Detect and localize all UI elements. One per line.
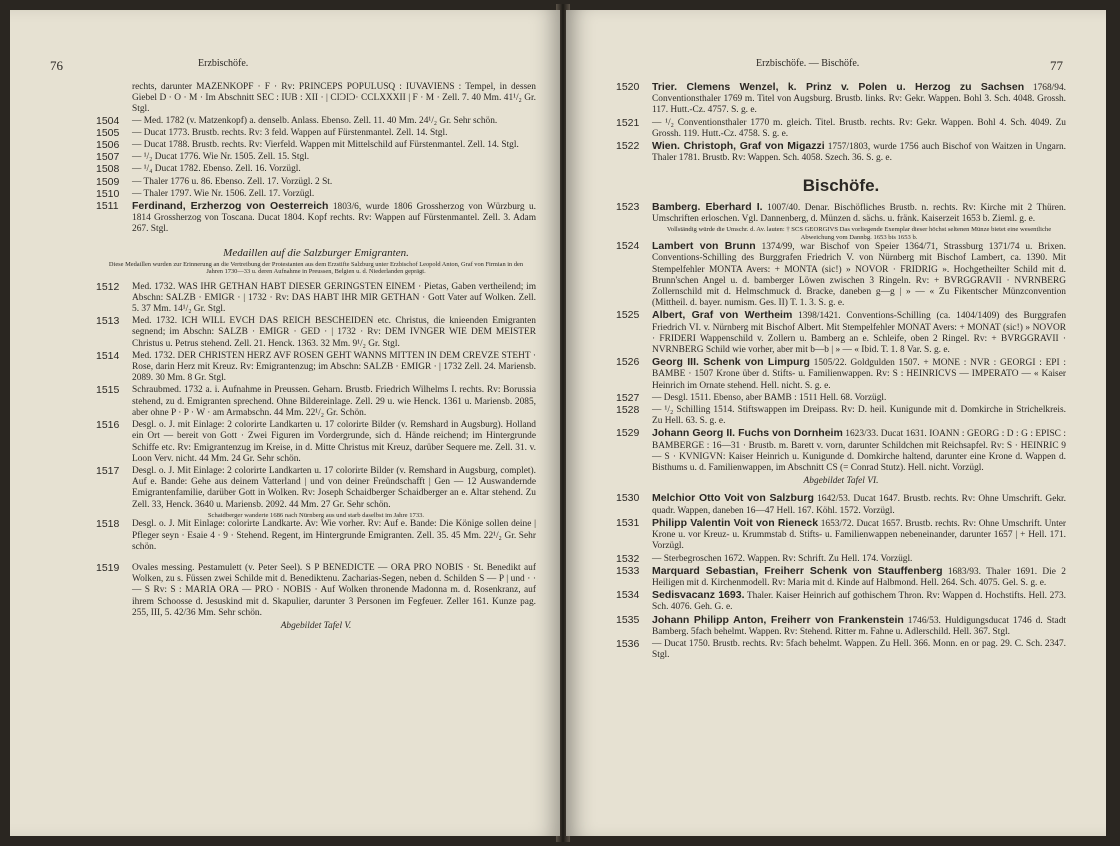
entry-number: 1535 — [616, 613, 640, 626]
entry-text: — Ducat 1750. Brustb. rechts. Rv: 5fach behelmt. Wappen. Zu Hell. 366. Monn. en or pag. 29. C. Sch. 2347. Stgl. — [652, 638, 1066, 661]
catalog-entry — [96, 420, 536, 465]
entry-number: 1515 — [96, 384, 120, 397]
catalog-entry — [96, 385, 536, 419]
entry-text: Desgl. o. J. Mit Einlage: 2 colorirte Landkarten u. 17 colorirte Bilder (v. Remshard in Augsburg, complet). Auf e. Bande: Gehe aus deinem Vatterland | und von deiner Freündschafft | Gen — 12 Auswandernde Emigrantenfamilie, darüber Gott in Wolken. Rv: Joseph Schaidberger Schaidberger an e. Altar stehend. Zu Zell. 33, Henck. 3640 u. Mariensb. 2092. 44 Mm. 27 Gr. Sehr schön. — [132, 465, 536, 510]
entries-group-a — [96, 116, 536, 200]
schaidberger-note: Schaidberger wanderte 1686 nach Nürnberg aus und starb daselbst im Jahre 1733. — [207, 511, 425, 519]
catalog-entry — [616, 241, 1066, 309]
entry-heading: Johann Georg II. Fuchs von Dornheim — [652, 427, 843, 440]
entry-heading: Bamberg. Eberhard I. — [652, 200, 763, 213]
entry-text: Thaler. Kaiser Heinrich auf gothischem Thron. Rv: Wappen d. Hochstifts. Hell. 273. Sch. 4076. Geh. G. e. — [652, 591, 1066, 613]
catalog-entry — [96, 351, 536, 385]
medal-section-note: Diese Medaillen wurden zur Erinnerung an die Vertreibung der Protestanten aus dem Erzstifte Salzburg unter Erzbischof Leopold Anton, Graf von Firmian in den Jahren 1730—33 u. deren Aufnahme in Preussen, Belgien u. d. Niederlanden geprägt. — [108, 260, 524, 276]
catalog-entry — [96, 316, 536, 350]
entry-number: 1527 — [616, 391, 640, 404]
entry-number: 1532 — [616, 552, 640, 565]
entry-number: 1530 — [616, 492, 640, 505]
entry-number: 1533 — [616, 564, 640, 577]
book-spread — [4, 4, 1116, 842]
entry-text: — Med. 1782 (v. Matzenkopf) a. denselb. Anlass. Ebenso. Zell. 11. 40 Mm. 24¹/₂ Gr. Sehr schön. — [132, 115, 498, 126]
catalog-entry — [96, 116, 536, 127]
catalog-entry — [96, 466, 536, 511]
entry-text: — Thaler 1776 u. 86. Ebenso. Zell. 17. Vorzügl. 2 St. — [132, 176, 333, 187]
entry-number: 1510 — [96, 187, 120, 200]
catalog-entry — [96, 128, 536, 139]
catalog-entry — [616, 590, 1066, 613]
entry-text: — Desgl. 1511. Ebenso, aber BAMB : 1511 Hell. 68. Vorzügl. — [652, 392, 887, 403]
catalog-entry — [96, 189, 536, 200]
right-page-content — [616, 82, 1066, 662]
entry-text: Ovales messing. Pestamulett (v. Peter Seel). S P BENEDICTE — ORA PRO NOBIS · St. Benedikt auf Wolken, zu s. Füssen zwei Schilde mit d. Benediktenu. Zacharias-Segen, neben d. Schilden S — P | und · · — S Rv: S : MARIA ORA — PRO · NOBIS · Auf Wolken thronende Madonna m. d. Rosenkranz, auf ihrem Schoosse d. Jesuskind mit d. Skapulier, darunter 3 Personen im Fegfeuer. Zeller 161. Kunze pag. 255, III, 5. 42/36 Mm. Sehr schön. — [132, 562, 536, 618]
entry-text: 1683/93. Thaler 1691. Die 2 Heiligen mit d. Kirchenmodell. Rv: Maria mit d. Kinde auf Halbmond. Hell. 264. Sch. 4075. Gel. S. g. e. — [652, 566, 1066, 588]
catalog-entry — [96, 282, 536, 316]
left-page-number: 76 — [50, 58, 63, 73]
entry-text: Med. 1732. ICH WILL EVCH DAS REICH BESCHEIDEN etc. Christus, die knieenden Emigranten segnend; im Abschn: SALZB · EMIGR · GED · | 1732 · Rv: DEM IVNGER WIE DEM MEISTER Christus u. Petrus stehend. Zell. 21. Henck. 1363. 32 Mm. 9¹/₂ Gr. Stgl. — [132, 316, 536, 349]
entry-text: — ¹/₂ Schilling 1514. Stiftswappen im Dreipass. Rv: D. heil. Kunigunde mit d. Domkirche in Strichelkreis. Zu Hell. 63. S. g. e. — [652, 405, 1066, 427]
entry-heading: Georg III. Schenk von Limpurg — [652, 356, 810, 369]
entry-number: 1511 — [96, 200, 119, 213]
entry-number: 1524 — [616, 240, 640, 253]
entry-number: 1531 — [616, 516, 640, 529]
entry-number: 1526 — [616, 356, 640, 369]
entries-group-c — [96, 519, 536, 553]
left-running-head: Erzbischöfe. — [198, 58, 249, 69]
entry-text: 1768/94. Conventionsthaler 1769 m. Titel von Augsburg. Brustb. links. Rv: Gekr. Wappen. Bohl 3. Sch. 4048. Grossh. 117. Hutt.-Cz. 4757. S. g. e. — [652, 83, 1066, 116]
catalog-entry — [616, 566, 1066, 589]
catalog-entry — [616, 554, 1066, 565]
left-page-content — [96, 82, 536, 638]
entry-text: Desgl. o. J. mit Einlage: 2 colorirte Landkarten u. 17 colorirte Bilder (v. Remshard in Augsburg). Holland ein Ort — bereit von Gott · Zwei Figuren im Vordergrunde, sich d. Hände reichend; im Hintergrunde Schiffe etc. Rv: Emigrantenzug im Kreise, in d. Mitte Christus mit Kreuz, darüber Sequere me. Zell. 31. v. Loon Verv. nicht. 44 Mm. 24 Gr. Sehr schön. — [132, 420, 536, 464]
catalog-entry — [96, 563, 536, 619]
entry-heading: Philipp Valentin Voit von Rieneck — [652, 516, 819, 529]
entry-number: 1528 — [616, 404, 640, 417]
catalog-entry — [616, 310, 1066, 356]
entries-group-bottom — [616, 493, 1066, 661]
entry-heading: Lambert von Brunn — [652, 240, 756, 253]
plate-reference: Abgebildet Tafel V. — [280, 620, 352, 631]
entry-text: Schraubmed. 1732 a. i. Aufnahme in Preussen. Geharn. Brustb. Friedrich Wilhelms I. rechts. Rv: Borussia stehend, zu d. Emigranten sprechend. Ohne Bildereinlage. Zell. 29 u. wie Henck. 1361 u. Mariensb. 2085, aber ohne P · P · W · am Armabschn. 44 Mm. 22¹/₂ Gr. Schön. — [132, 385, 536, 418]
entry-number: 1514 — [96, 349, 120, 362]
entry-text: 1746/53. Huldigungsducat 1746 d. Stadt Bamberg. 5fach behelmt. Wappen. Rv: Stehend. Ritter m. Fahne u. Adlerschild. Hell. 367. Stgl. — [652, 615, 1066, 637]
catalog-entry — [96, 140, 536, 151]
entry-number: 1512 — [96, 280, 120, 293]
entry-number: 1520 — [616, 81, 640, 93]
right-page — [566, 10, 1106, 836]
catalog-entry — [96, 201, 536, 236]
entry-heading: Melchior Otto Voit von Salzburg — [652, 492, 814, 505]
entry-text: 1398/1421. Conventions-Schilling (ca. 1404/1409) des Burggrafen Friedrich VI. v. Nürnberg mit Bischof Albert. Mit Stempelfehler MONAT Avers: + MONAT (sic!) » NOVOR · FRIDERI Wappenschild v. Zollern u. Bamberg an e. Schleife, oben 2 Ringel. Rv: + BVRGGRAVII · NVRNBERG Schild wie vorher, aber mit b—b | » — « Ibid. T. 1. 8 Var. S. g. e. — [652, 311, 1067, 356]
entry-text: — ¹/₄ Ducat 1782. Ebenso. Zell. 16. Vorzügl. — [132, 164, 301, 175]
entry-text: — Ducat 1788. Brustb. rechts. Rv: Vierfeld. Wappen mit Mittelschild auf Fürstenmantel. Zell. 14. Stgl. — [132, 140, 519, 151]
entry-number: 1505 — [96, 126, 120, 139]
entry-text: 1505/22. Goldgulden 1507. + MONE : NVR : GEORGI : EPI : BAMBE · 1507 Krone über d. Stifts- u. Familienwappen. Rv: S : HEINRICVS — IMPERATO — « Kaiser Heinrich im Ornate stehend. Hell. nicht. S. g. e. — [652, 358, 1066, 391]
left-page — [10, 10, 560, 836]
plate-reference: Abgebildet Tafel VI. — [803, 476, 879, 487]
entry-number: 1504 — [96, 114, 120, 127]
catalog-entry — [616, 141, 1066, 164]
entry-text: 1623/33. Ducat 1631. IOANN : GEORG : D : G : EPISC : BAMBERGE : 16—31 · Brustb. m. Barett v. vorn, darunter Schildchen mit Reichsapfel. Rv: S · HEINRIC 9 — S · KVNIGVN: Kaiser Heinrich u. Kunigunde d. Domkirche haltend, darunter eine Krone d. Wappen d. Bisthums u. d. Familienwappen, im Abschnitt CS (= Conrad Stutz). Hell. nicht. Vorzügl. — [652, 429, 1066, 474]
entry-text: 1803/6, wurde 1806 Grossherzog von Würzburg u. 1814 Grossherzog von Toscana. Ducat 1804. Kopf rechts. Rv: Wappen auf Fürstenmantel. Zell. 3. Adam 267. Stgl. — [132, 202, 536, 235]
entry-text: Desgl. o. J. Mit Einlage: colorirte Landkarte. Av: Wie vorher. Rv: Auf e. Bande: Die Könige sollen deine | Pfleger seyn · Esaie 4 · 9 · Stehend. Regent, im Hintergrunde Emigranten. Zell. 35. 45 Mm. 22¹/₂ Gr. Sehr schön. — [132, 519, 536, 552]
lead-paragraph: rechts, darunter MAZENKOPF · F · Rv: PRINCEPS POPULUSQ : IUVAVIENS : Tempel, in dessen Giebel D · O · M · Im Abschnitt SEC : IUB : XII · | CIƆIƆ· CCLXXXII | F · M · Zell. 7. 40 Mm. 41¹/₂ Gr. Stgl. — [132, 82, 536, 115]
entry-note: Vollständig würde die Umschr. d. Av. lauten: † SCS GEORGIVS Das vorliegende Exemplar dieser höchst seltenen Münze bietet eine wesentliche Abweichung vom Dannbg. 1653 bis 1653 b. — [666, 226, 1052, 241]
entry-text: — ¹/₂ Conventionsthaler 1770 m. gleich. Titel. Brustb. rechts. Rv: Gekr. Wappen. Bohl 4. Sch. 4049. Zu Grossh. 119. Hutt.-Cz. 4758. S. g. e. — [652, 117, 1066, 139]
catalog-entry — [616, 82, 1066, 117]
entry-heading: Marquard Sebastian, Freiherr Schenk von Stauffenberg — [652, 564, 943, 577]
catalog-entry — [96, 164, 536, 175]
entry-number: 1529 — [616, 427, 640, 440]
entry-text: Med. 1732. WAS IHR GETHAN HABT DIESER GERINGSTEN EINEM · Pietas, Gaben vertheilend; im Abschn: SALZB · EMIGR · | 1732 · Rv: DAS HABT IHR MIR GETHAN · Gott Vater auf Wolken. Zell. 5. 37 Mm. 14¹/₂ Gr. Stgl. — [132, 281, 536, 315]
entry-heading: Ferdinand, Erzherzog von Oesterreich — [132, 200, 329, 213]
entry-number: 1536 — [616, 637, 640, 650]
entry-text: Med. 1732. DER CHRISTEN HERZ AVF ROSEN GEHT WANNS MITTEN IN DEM CREVZE STEHT · Rose, darin Herz mit Kreuz. Rv: Emigrantenzug; im Abschn: SALZB · EMIGR · | 1732 Zell. 24. Mariensb. 2089. 30 Mm. 8 Gr. Stgl. — [132, 350, 536, 384]
entry-number: 1525 — [616, 309, 640, 322]
entry-number: 1513 — [96, 315, 120, 328]
entry-number: 1522 — [616, 140, 640, 153]
section-title: Bischöfe. — [802, 176, 880, 196]
catalog-entry — [616, 428, 1066, 474]
entry-heading: Wien. Christoph, Graf von Migazzi — [652, 140, 825, 153]
entry-text: — ¹/₂ Ducat 1776. Wie Nr. 1505. Zell. 15. Stgl. — [132, 152, 310, 163]
entry-number: 1517 — [96, 464, 120, 477]
entry-text: — Sterbegroschen 1672. Wappen. Rv: Schrift. Zu Hell. 174. Vorzügl. — [652, 553, 913, 564]
entries-group-mid — [616, 241, 1066, 474]
entries-group-b — [96, 282, 536, 511]
entry-text: — Thaler 1797. Wie Nr. 1506. Zell. 17. Vorzügl. — [132, 188, 315, 199]
right-page-number: 77 — [1050, 58, 1063, 73]
catalog-entry — [616, 393, 1066, 404]
entry-text: 1642/53. Ducat 1647. Brustb. rechts. Rv: Ohne Umschrift. Gekr. quadr. Wappen, daneben 16—47 Hell. 167. Köhl. 1572. Vorzügl. — [652, 494, 1066, 516]
catalog-entry — [616, 357, 1066, 392]
catalog-entry — [616, 405, 1066, 427]
entry-number: 1516 — [96, 419, 120, 432]
catalog-entry — [96, 152, 536, 163]
entry-heading: Trier. Clemens Wenzel, k. Prinz v. Polen u. Herzog zu Sachsen — [652, 81, 1025, 93]
entry-number: 1534 — [616, 589, 640, 602]
entry-heading: Albert, Graf von Wertheim — [652, 309, 793, 322]
entry-heading: Sedisvacanz 1693. — [652, 589, 745, 602]
catalog-entry — [96, 177, 536, 188]
entry-number: 1521 — [616, 116, 640, 129]
catalog-entry — [616, 615, 1066, 638]
entry-number: 1518 — [96, 518, 120, 531]
entry-number: 1519 — [96, 561, 120, 574]
catalog-entry — [616, 518, 1066, 553]
entry-number: 1509 — [96, 175, 120, 188]
catalog-entry — [616, 118, 1066, 140]
entry-text: 1653/72. Ducat 1657. Brustb. rechts. Rv: Ohne Umschrift. Unter Krone u. vor Kreuz- u. Krummstab d. Stifts- u. Familienwappen nebeneinander, darunter 1657 | + Hell. 171. Vorzügl. — [652, 518, 1066, 552]
entry-text: 1757/1803, wurde 1756 auch Bischof von Waitzen in Ungarn. Thaler 1781. Brustb. Rv: Wappen. Sch. 4058. Szech. 36. S. g. e. — [652, 142, 1066, 164]
catalog-entry — [96, 519, 536, 553]
entry-text: — Ducat 1773. Brustb. rechts. Rv: 3 feld. Wappen auf Fürstenmantel. Zell. 14. Stgl. — [132, 127, 448, 138]
entry-number: 1508 — [96, 163, 120, 176]
catalog-entry — [616, 202, 1066, 225]
entry-text: 1007/40. Denar. Bischöfliches Brustb. n. rechts. Rv: Kirche mit 2 Thüren. Umschriften erloschen. Vgl. Dannenberg, d. Münzen d. sächs. u. fränk. Kaiserzeit 1653 b. Zieml. g. e. — [652, 202, 1066, 224]
right-running-head: Erzbischöfe. — Bischöfe. — [756, 58, 860, 69]
entry-text: 1374/99, war Bischof von Speier 1364/71, Strassburg 1371/74 u. Brixen. Conventions-Schilling des Burggrafen Friedrich V. von Nürnberg mit Bischof Lambert, ca. 1390. Mit Stempelfehler MONTA Avers: + MONTA (sic!) » NOVOR · FRIDRIG ». Hochgetheilter Schild mit d. Brunn'schen Angel u. d. bamberger Löwen zwischen 3 Ringeln. Rv: + BVRGGRAVII · NVRNBERG Zollernschild mit d. Helmschmuck d. Bracke, daneben g—g | » — « Zu Fikentscher Münzconvention (Mittheil. d. bayer. numism. Ges. II) T. 1. 3. S. g. e. — [652, 242, 1066, 309]
entry-number: 1506 — [96, 139, 120, 152]
catalog-entry — [616, 639, 1066, 661]
catalog-entry — [616, 493, 1066, 516]
entry-number: 1507 — [96, 151, 120, 164]
medal-section-heading: Medaillen auf die Salzburger Emigranten. — [223, 246, 409, 259]
entries-group-top — [616, 82, 1066, 164]
entry-number: 1523 — [616, 200, 640, 213]
entry-heading: Johann Philipp Anton, Freiherr von Frankenstein — [652, 613, 904, 626]
